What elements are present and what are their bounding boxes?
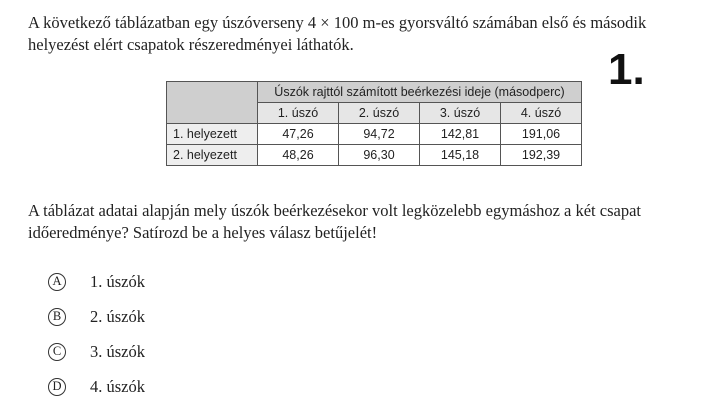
option-label: 3. úszók <box>90 341 145 361</box>
table-row <box>167 124 582 145</box>
column-header: 2. úszó <box>339 103 420 124</box>
row-header: 1. helyezett <box>167 124 258 145</box>
option-letter-circle[interactable]: B <box>48 308 66 326</box>
option-letter-circle[interactable]: C <box>48 343 66 361</box>
column-header: 1. úszó <box>258 103 339 124</box>
option-a[interactable] <box>48 264 145 299</box>
option-label: 1. úszók <box>90 271 145 291</box>
table-cell: 145,18 <box>420 145 501 166</box>
column-header: 4. úszó <box>501 103 582 124</box>
table-cell: 96,30 <box>339 145 420 166</box>
table-cell: 94,72 <box>339 124 420 145</box>
table-cell: 142,81 <box>420 124 501 145</box>
question-text: A táblázat adatai alapján mely úszók beérkezésekor volt legközelebb egymáshoz a két csapat időeredménye? Satírozd be a helyes válasz betűjelét! <box>28 201 641 242</box>
option-c[interactable] <box>48 334 145 369</box>
option-label: 4. úszók <box>90 376 145 396</box>
answer-options <box>48 264 145 404</box>
table-group-header: Úszók rajttól számított beérkezési ideje (másodperc) <box>258 82 582 103</box>
option-letter-circle[interactable]: A <box>48 273 66 291</box>
table-cell: 48,26 <box>258 145 339 166</box>
question-number: 1. <box>608 45 645 94</box>
option-d[interactable] <box>48 369 145 404</box>
table-header-row <box>167 82 582 103</box>
row-header: 2. helyezett <box>167 145 258 166</box>
table-corner-cell <box>167 82 258 124</box>
option-letter-circle[interactable]: D <box>48 378 66 396</box>
results-table <box>166 81 582 166</box>
option-b[interactable] <box>48 299 145 334</box>
option-label: 2. úszók <box>90 306 145 326</box>
table-cell: 47,26 <box>258 124 339 145</box>
column-header: 3. úszó <box>420 103 501 124</box>
intro-text: A következő táblázatban egy úszóverseny 4 × 100 m-es gyorsváltó számában első és második helyezést elért csapatok részeredményei láthatók. <box>28 13 647 54</box>
table-cell: 191,06 <box>501 124 582 145</box>
table-row <box>167 145 582 166</box>
table-cell: 192,39 <box>501 145 582 166</box>
